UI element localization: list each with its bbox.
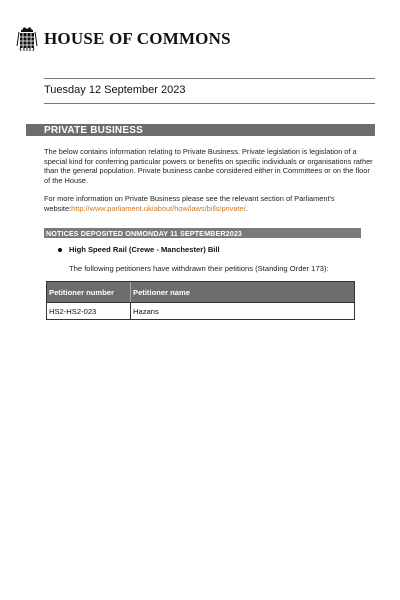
org-name: HOUSE OF COMMONS — [44, 29, 231, 48]
more-info-paragraph — [44, 194, 374, 213]
divider-top — [44, 78, 375, 79]
private-business-link[interactable]: http://www.parliament.uk/about/how/laws/bills/private/ — [71, 203, 246, 213]
more-info-suffix: . — [245, 203, 248, 213]
section-heading-bar — [26, 124, 375, 136]
house-of-commons-logo — [16, 26, 231, 52]
column-header-petitioner-number: Petitioner number — [47, 282, 131, 302]
petitioner-number-cell: HS2-HS2-023 — [47, 303, 131, 319]
notices-heading-bar — [44, 228, 361, 238]
petitioners-table — [46, 281, 355, 320]
column-header-petitioner-name: Petitioner name — [133, 287, 190, 297]
bill-title: High Speed Rail (Crewe - Manchester) Bill — [69, 245, 220, 254]
withdrawn-statement: The following petitioners have withdrawn their petitions (Standing Order 173): — [69, 264, 329, 273]
section-title: PRIVATE BUSINESS — [44, 124, 143, 136]
more-info-text: For more information on Private Business please see the relevant section of Parliament's website: — [44, 194, 335, 213]
divider-bottom — [44, 103, 375, 104]
petitioner-name-cell: Hazans — [133, 306, 159, 316]
sitting-date: Tuesday 12 September 2023 — [44, 84, 186, 96]
notices-heading: NOTICES DEPOSITED ONMONDAY 11 SEPTEMBER2023 — [46, 228, 243, 238]
table-header-row — [47, 282, 354, 302]
portcullis-icon — [16, 26, 38, 52]
bullet-icon — [58, 248, 62, 252]
table-row — [47, 302, 354, 319]
intro-paragraph: The below contains information relating to Private Business. Private legislation is legislation of a special kind for conferring particular powers or benefits on specific individuals or organisations rather than the general population. Private business canbe considered either in Committees or on the floor of the House. — [44, 147, 373, 185]
bill-list-item — [58, 245, 220, 254]
